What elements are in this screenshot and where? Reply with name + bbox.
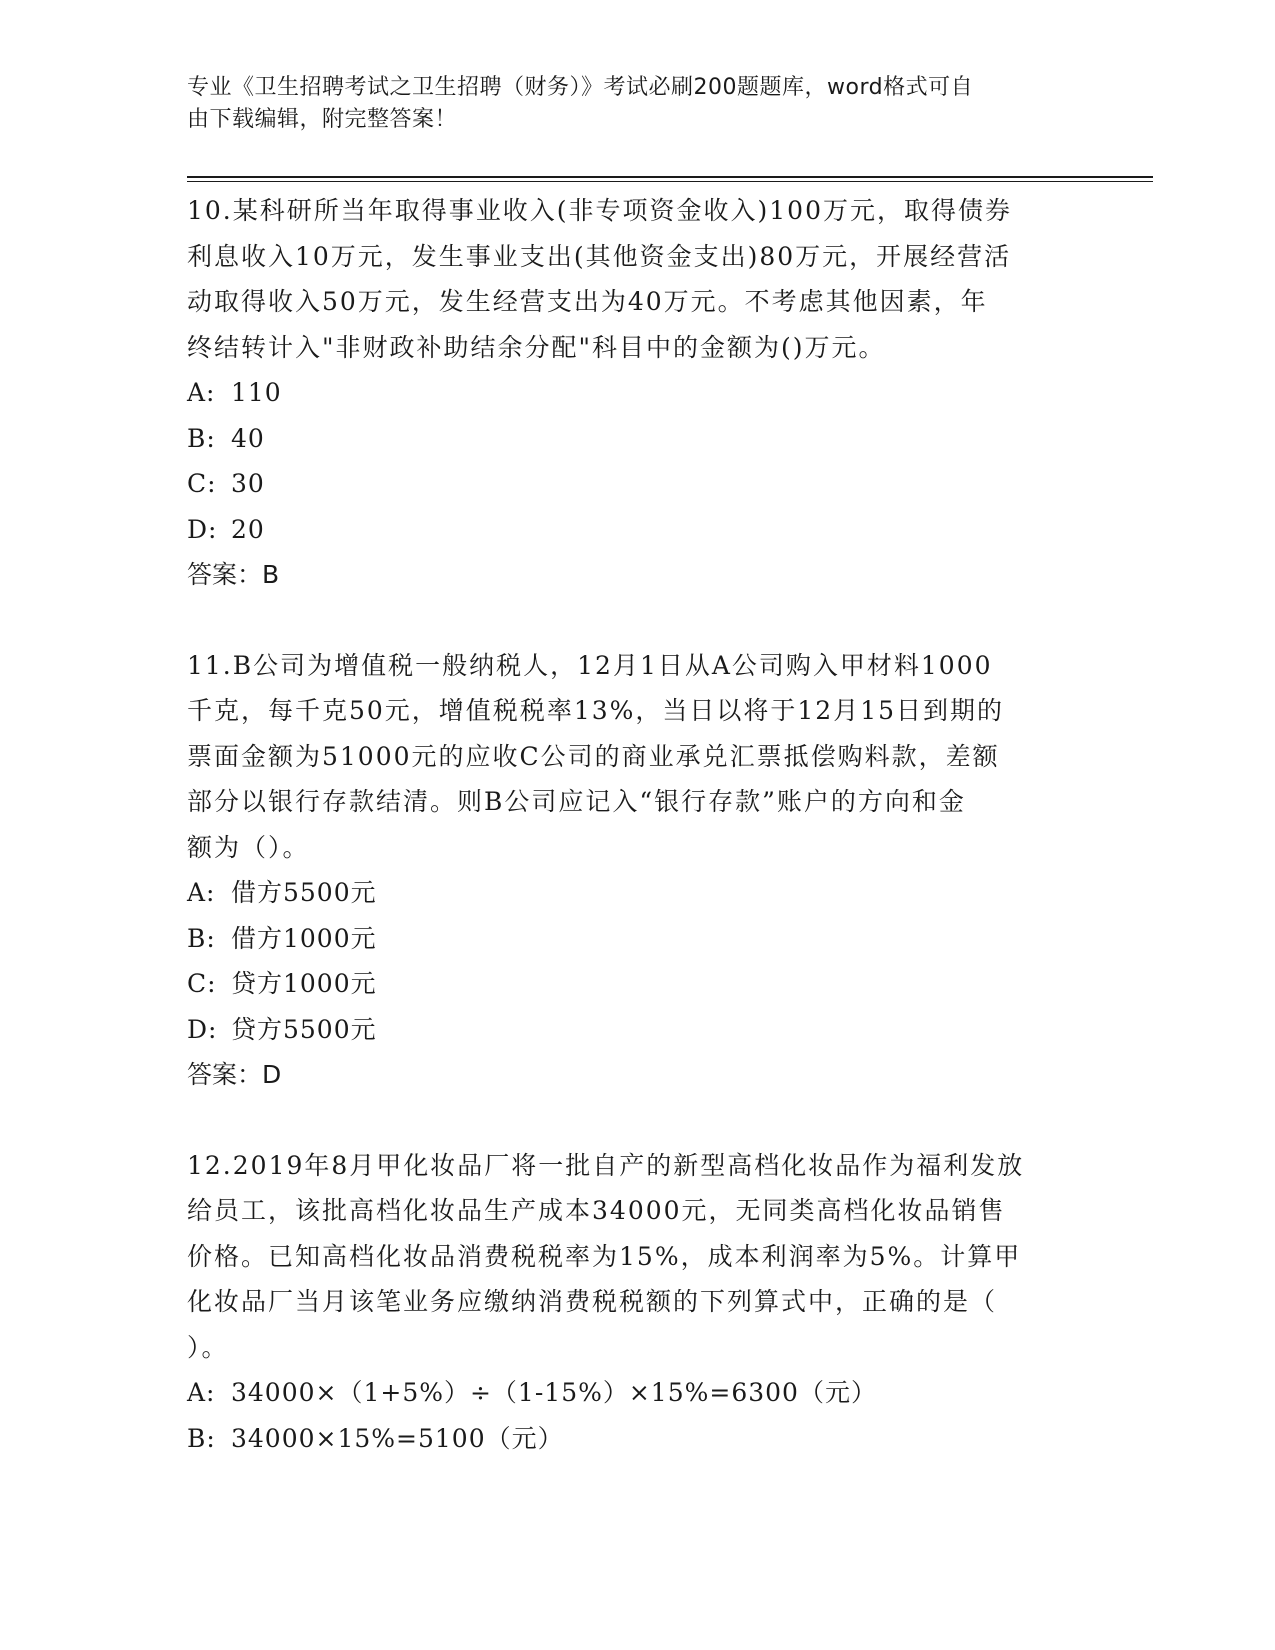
question-11 <box>187 643 1087 1098</box>
option-key: C: <box>187 469 217 498</box>
option-text: 借方1000元 <box>231 923 377 953</box>
header-line: 专业《卫生招聘考试之卫生招聘（财务）》考试必刷200题题库，word格式可自 <box>187 75 974 100</box>
option-text: 借方5500元 <box>231 878 377 907</box>
option-a <box>187 1370 1087 1416</box>
question-stem-line: 额为（）。 <box>187 832 310 862</box>
header-divider-thin <box>187 181 1153 182</box>
option-key: D: <box>187 1014 218 1044</box>
question-12 <box>187 1143 1087 1462</box>
option-text: 贷方5500元 <box>231 1014 377 1044</box>
question-stem-line: 10.某科研所当年取得事业收入(非专项资金收入)100万元，取得债券 <box>187 196 1012 225</box>
question-stem-line: 票面金额为51000元的应收C公司的商业承兑汇票抵偿购料款，差额 <box>187 741 1000 771</box>
option-key: B: <box>187 1423 216 1453</box>
question-list <box>187 188 1087 1461</box>
option-key: B: <box>187 423 216 453</box>
option-key: A: <box>187 1378 216 1407</box>
option-b <box>187 1416 1087 1462</box>
option-key: B: <box>187 923 216 953</box>
question-stem-line: 价格。已知高档化妆品消费税税率为15%，成本利润率为5%。计算甲 <box>187 1241 1022 1271</box>
option-d <box>187 1007 1087 1053</box>
question-stem-line: 给员工，该批高档化妆品生产成本34000元，无同类高档化妆品销售 <box>187 1196 1006 1225</box>
option-key: C: <box>187 969 217 998</box>
question-10 <box>187 188 1087 598</box>
option-key: A: <box>187 878 216 907</box>
question-stem-line: 部分以银行存款结清。则B公司应记入“银行存款”账户的方向和金 <box>187 787 966 816</box>
header-line: 由下载编辑，附完整答案！ <box>187 107 458 132</box>
question-stem-line: 动取得收入50万元，发生经营支出为40万元。不考虑其他因素，年 <box>187 287 988 316</box>
question-stem-line: 千克，每千克50元，增值税税率13%，当日以将于12月15日到期的 <box>187 696 1005 725</box>
option-b <box>187 916 1087 962</box>
option-a <box>187 870 1087 916</box>
question-stem-line: ）。 <box>187 1332 229 1362</box>
option-text: 34000×（1+5%）÷（1-15%）×15%=6300（元） <box>231 1378 877 1407</box>
answer-line: 答案：B <box>187 560 280 589</box>
option-text: 30 <box>231 469 265 498</box>
document-header <box>187 72 1087 136</box>
option-b <box>187 416 1087 462</box>
option-text: 40 <box>231 423 265 453</box>
option-text: 贷方1000元 <box>231 969 377 998</box>
question-spacer <box>187 598 1087 643</box>
question-stem-line: 11.B公司为增值税一般纳税人，12月1日从A公司购入甲材料1000 <box>187 650 993 680</box>
question-spacer <box>187 1098 1087 1143</box>
option-key: A: <box>187 378 216 407</box>
question-stem-line: 终结转计入"非财政补助结余分配"科目中的金额为()万元。 <box>187 332 886 362</box>
question-stem-line: 化妆品厂当月该笔业务应缴纳消费税税额的下列算式中，正确的是（ <box>187 1287 998 1316</box>
header-divider <box>187 176 1153 178</box>
option-c <box>187 961 1087 1007</box>
answer-line: 答案：D <box>187 1060 282 1089</box>
option-text: 34000×15%=5100（元） <box>231 1423 564 1453</box>
option-key: D: <box>187 514 218 544</box>
question-stem-line: 利息收入10万元，发生事业支出(其他资金支出)80万元，开展经营活 <box>187 241 1012 271</box>
option-text: 20 <box>231 514 265 544</box>
option-d <box>187 507 1087 553</box>
question-stem-line: 12.2019年8月甲化妆品厂将一批自产的新型高档化妆品作为福利发放 <box>187 1150 1025 1180</box>
option-a <box>187 370 1087 416</box>
option-text: 110 <box>231 378 282 407</box>
option-c <box>187 461 1087 507</box>
